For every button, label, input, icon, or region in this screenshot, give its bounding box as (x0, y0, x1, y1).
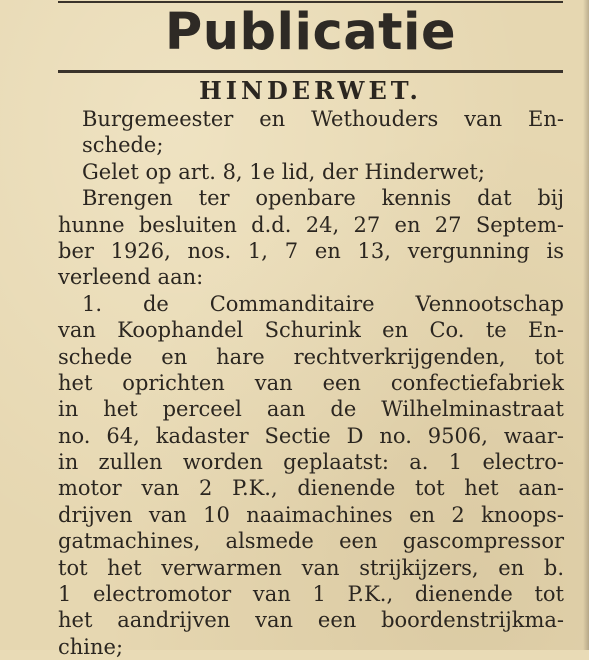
body-line: schede en hare rechtverkrijgenden, tot (58, 344, 564, 369)
masthead-rule (58, 70, 563, 73)
body-line: verleend aan: (58, 265, 204, 290)
page-edge-shadow (583, 0, 589, 650)
body-line: het aandrijven van een boordenstrijkma- (58, 608, 564, 633)
body-line: gatmachines, alsmede een gascompressor (58, 529, 564, 554)
notice-body (58, 106, 564, 660)
body-line: 1. de Commanditaire Vennootschap (82, 291, 564, 316)
body-line: no. 64, kadaster Sectie D no. 9506, waar- (58, 423, 564, 448)
body-line: van Koophandel Schurink en Co. te En- (58, 318, 564, 343)
notice-heading: HINDERWET. (199, 76, 422, 105)
body-line: 1 electromotor van 1 P.K., dienende tot (58, 582, 564, 607)
body-line: ber 1926, nos. 1, 7 en 13, vergunning is (58, 238, 564, 263)
body-line: Burgemeester en Wethouders van En- (82, 107, 564, 131)
body-line: Brengen ter openbare kennis dat bij (82, 186, 564, 211)
body-line: schede; (82, 133, 164, 158)
body-line: in het perceel aan de Wilhelminastraat (58, 397, 564, 422)
masthead-title: Publicatie (164, 3, 457, 62)
body-line: motor van 2 P.K., dienende tot het aan- (58, 476, 564, 501)
body-line: tot het verwarmen van strijkijzers, en b. (58, 555, 564, 580)
body-line: drijven van 10 naaimachines en 2 knoops- (58, 502, 564, 527)
body-line: chine; (58, 634, 124, 659)
body-line: in zullen worden geplaatst: a. 1 electro- (58, 450, 564, 475)
body-line: hunne besluiten d.d. 24, 27 en 27 Septem- (58, 212, 564, 237)
body-line: Gelet op art. 8, 1e lid, der Hinderwet; (82, 159, 485, 184)
body-line: het oprichten van een confectiefabriek (58, 370, 564, 395)
